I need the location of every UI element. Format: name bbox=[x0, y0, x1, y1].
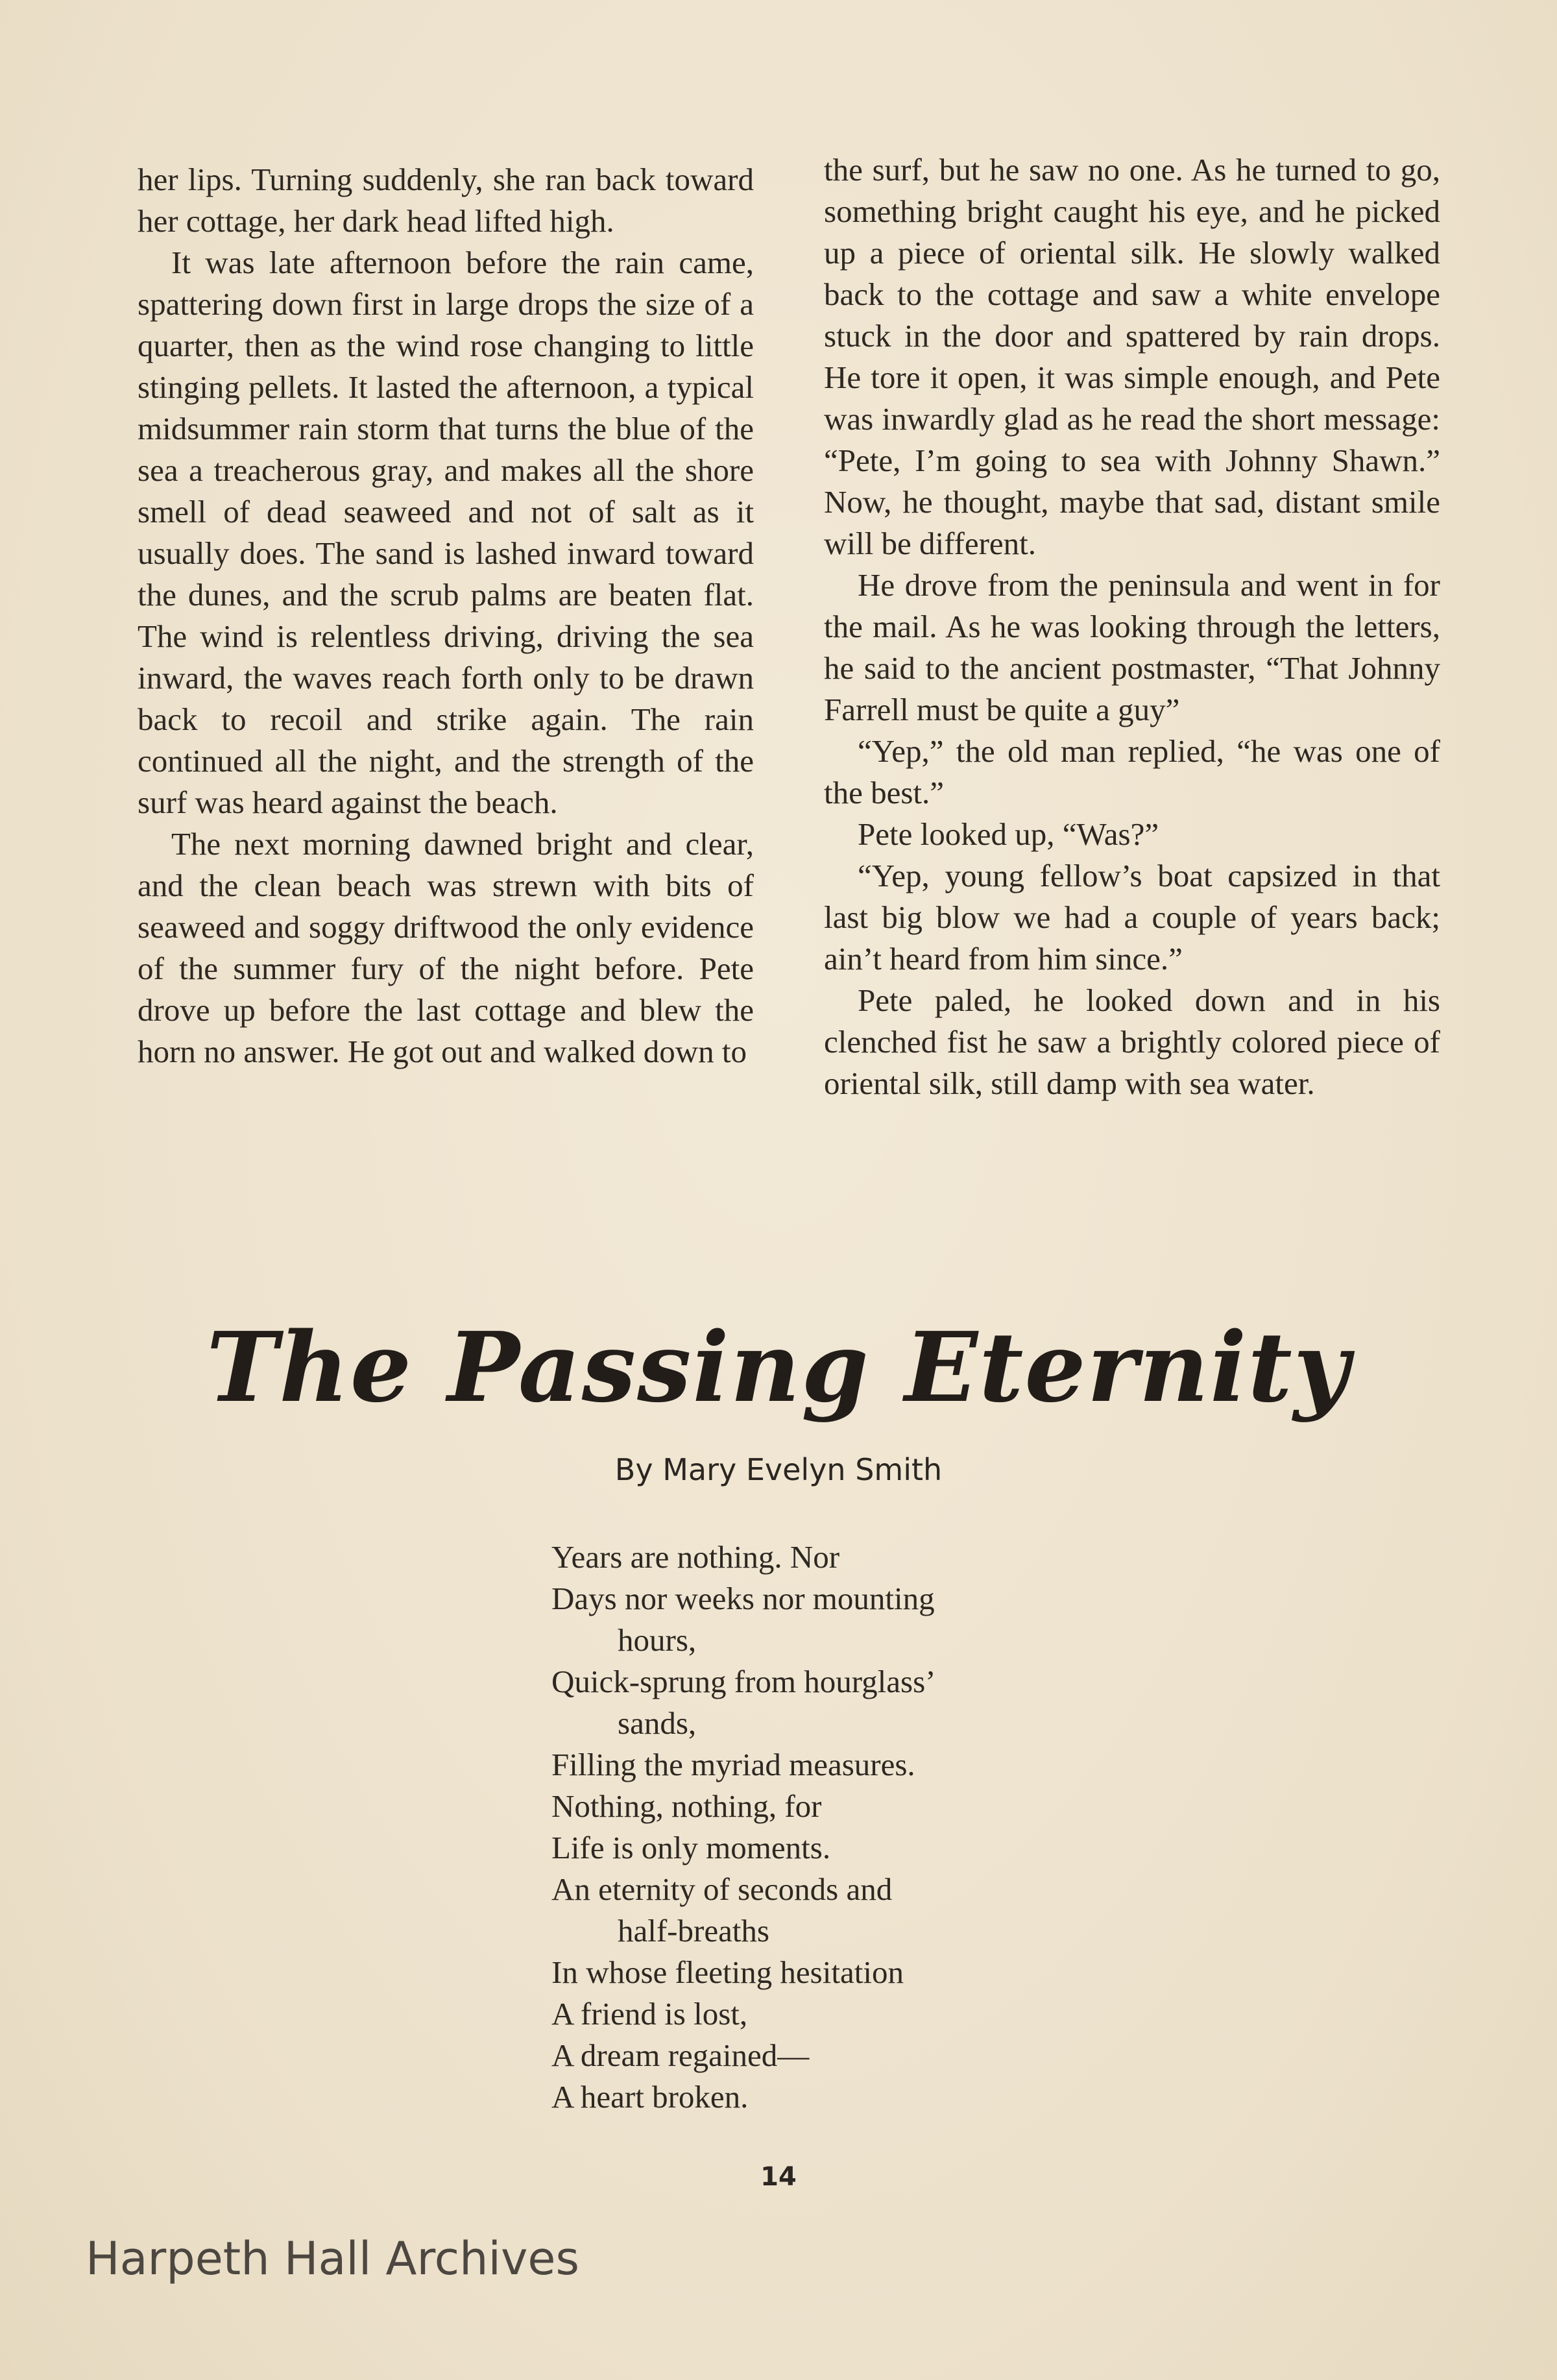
story-paragraph: “Yep,” the old man replied, “he was one of the best.” bbox=[824, 733, 1440, 810]
poem-line: Years are nothing. Nor bbox=[551, 1539, 840, 1575]
story-paragraph: Pete looked up, “Was?” bbox=[858, 816, 1159, 852]
poem-line: An eternity of seconds and bbox=[551, 1871, 893, 1907]
story-right-column bbox=[824, 149, 1440, 1104]
archive-watermark: Harpeth Hall Archives bbox=[86, 2232, 579, 2285]
story-paragraph: “Yep, young fellow’s boat capsized in that last big blow we had a couple of years back; ain’t heard from him since.” bbox=[824, 858, 1440, 977]
story-paragraph: He drove from the peninsula and went in for the mail. As he was looking through the letters, he said to the ancient postmaster, “That Johnny Farrell must be quite a guy” bbox=[824, 567, 1440, 727]
story-left-column bbox=[138, 159, 754, 1073]
poem-line: sands, bbox=[618, 1705, 697, 1741]
story-paragraph: It was late afternoon before the rain came, spattering down first in large drops the size of a quarter, then as the wind rose changing to little stinging pellets. It lasted the afternoon, a typical midsummer rain storm that turns the blue of the sea a treacherous gray, and makes all the shore smell of dead seaweed and not of salt as it usually does. The sand is lashed inward toward the dunes, and the scrub palms are beaten flat. The wind is relentless driving, driving the sea inward, the waves reach forth only to be drawn back to recoil and strike again. The rain continued all the night, and the strength of the surf was heard against the beach. bbox=[138, 245, 754, 820]
poem-byline: By Mary Evelyn Smith bbox=[614, 1452, 943, 1487]
poem-line: hours, bbox=[618, 1622, 697, 1658]
poem-body bbox=[551, 1536, 1070, 2118]
story-paragraph: Pete paled, he looked down and in his clenched fist he saw a brightly colored piece of oriental silk, still damp with sea water. bbox=[824, 982, 1440, 1101]
story-paragraph: her lips. Turning suddenly, she ran back toward her cottage, her dark head lifted high. bbox=[138, 162, 754, 239]
poem-line: In whose fleeting hesitation bbox=[551, 1954, 904, 1990]
story-paragraph: The next morning dawned bright and clear, and the clean beach was strewn with bits of seaweed and soggy driftwood the only evidence of the summer fury of the night before. Pete drove up before the last cottage and blew the horn no answer. He got out and walked down to bbox=[138, 826, 754, 1069]
poem-title: The Passing Eternity bbox=[206, 1311, 1351, 1424]
poem-line: A friend is lost, bbox=[551, 1996, 748, 2032]
poem-line: Quick-sprung from hourglass’ bbox=[551, 1664, 936, 1699]
story-paragraph: the surf, but he saw no one. As he turned to go, something bright caught his eye, and he picked up a piece of oriental silk. He slowly walked back to the cottage and saw a white envelope stuck in the door and spattered by rain drops. He tore it open, it was simple enough, and Pete was inwardly glad as he read the short message: “Pete, I’m going to sea with Johnny Shawn.” Now, he thought, maybe that sad, distant smile will be different. bbox=[824, 152, 1440, 561]
poem-line: half-breaths bbox=[618, 1913, 769, 1949]
page-number: 14 bbox=[760, 2162, 797, 2192]
poem-line: A dream regained— bbox=[551, 2037, 810, 2073]
poem-line: A heart broken. bbox=[551, 2079, 749, 2115]
poem-line: Filling the myriad measures. bbox=[551, 1747, 915, 1782]
poem-line: Life is only moments. bbox=[551, 1830, 831, 1865]
poem-line: Nothing, nothing, for bbox=[551, 1788, 822, 1824]
poem-line: Days nor weeks nor mounting bbox=[551, 1581, 935, 1616]
